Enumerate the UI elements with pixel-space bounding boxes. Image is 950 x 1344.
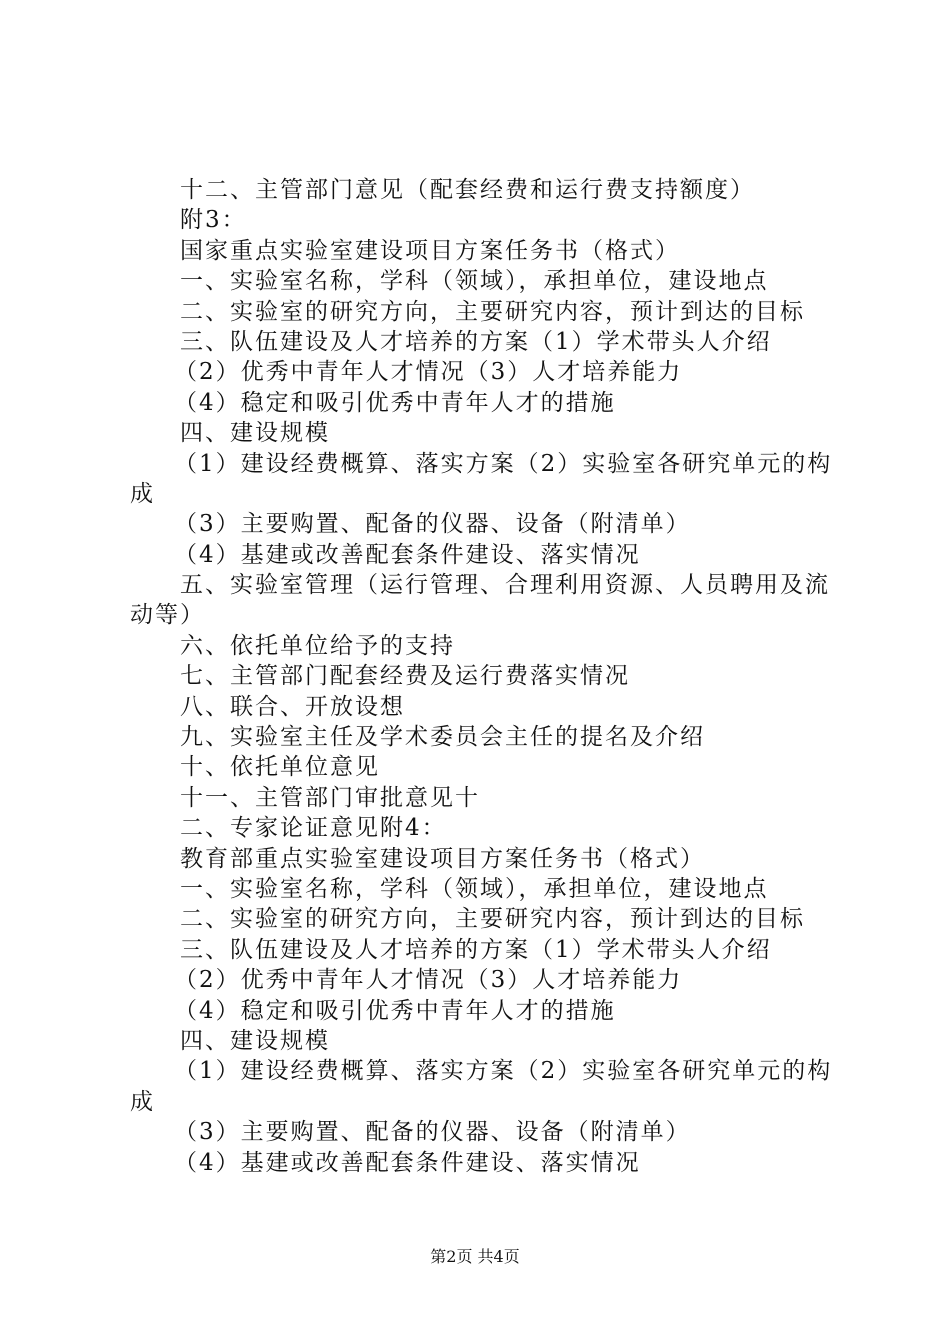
text-line: 一、实验室名称，学科（领域），承担单位，建设地点 [180,875,769,902]
text-line: 动等） [130,602,205,629]
text-line: （4）基建或改善配套条件建设、落实情况 [174,541,641,568]
text-line: 教育部重点实验室建设项目方案任务书（格式） [180,845,705,872]
text-line: 国家重点实验室建设项目方案任务书（格式） [180,237,680,264]
text-line: 五、实验室管理（运行管理、合理利用资源、人员聘用及流 [180,572,830,599]
text-line: （4）稳定和吸引优秀中青年人才的措施 [174,389,616,416]
text-line: 成 [130,1088,155,1115]
text-line: （1）建设经费概算、落实方案（2）实验室各研究单元的构 [174,1058,833,1085]
text-line: 十、依托单位意见 [180,754,380,781]
text-line: （4）稳定和吸引优秀中青年人才的措施 [174,997,616,1024]
text-line: 二、实验室的研究方向，主要研究内容，预计到达的目标 [180,298,805,325]
text-line: 三、队伍建设及人才培养的方案（1）学术带头人介绍 [180,936,772,963]
text-line: （1）建设经费概算、落实方案（2）实验室各研究单元的构 [174,450,833,477]
text-line: 成 [130,480,155,507]
text-line: （4）基建或改善配套条件建设、落实情况 [174,1149,641,1176]
text-line: 二、实验室的研究方向，主要研究内容，预计到达的目标 [180,906,805,933]
text-line: 四、建设规模 [180,420,330,447]
text-line: 二、专家论证意见附4： [180,815,447,842]
text-line: 一、实验室名称，学科（领域），承担单位，建设地点 [180,268,769,295]
text-line: 附3： [180,207,247,234]
document-body [130,175,833,1178]
text-line: 八、联合、开放设想 [180,693,405,720]
text-line: （2）优秀中青年人才情况（3）人才培养能力 [174,359,683,386]
text-line: （3）主要购置、配备的仪器、设备（附清单） [174,1119,691,1146]
text-line: 六、依托单位给予的支持 [180,632,455,659]
text-line: （2）优秀中青年人才情况（3）人才培养能力 [174,967,683,994]
page-footer: 第2页 共4页 [430,1247,520,1266]
text-line: 九、实验室主任及学术委员会主任的提名及介绍 [180,724,705,751]
text-line: （3）主要购置、配备的仪器、设备（附清单） [174,511,691,538]
text-line: 十一、主管部门审批意见十 [180,784,480,811]
text-line: 三、队伍建设及人才培养的方案（1）学术带头人介绍 [180,328,772,355]
text-line: 四、建设规模 [180,1027,330,1054]
text-line: 七、主管部门配套经费及运行费落实情况 [180,663,630,690]
text-line: 十二、主管部门意见（配套经费和运行费支持额度） [180,177,755,203]
